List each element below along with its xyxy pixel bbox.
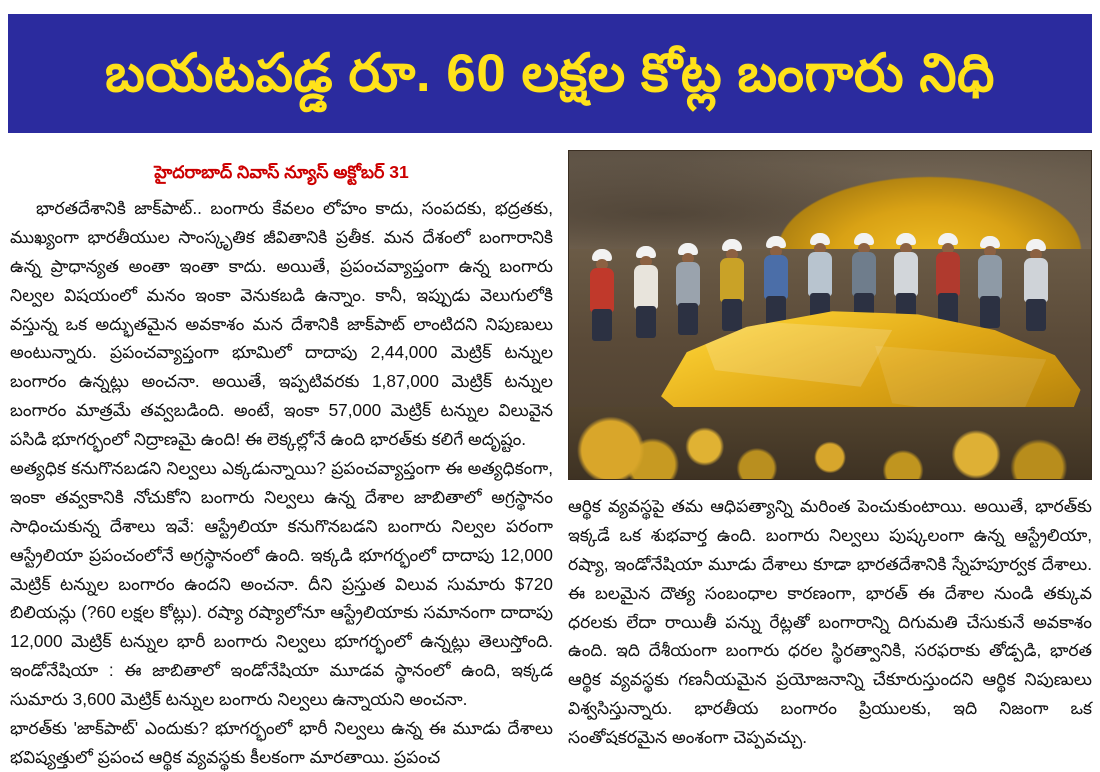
headline: బయటపడ్డ రూ. 60 లక్షల కోట్ల బంగారు నిధి bbox=[105, 43, 995, 103]
worker-torso bbox=[676, 262, 700, 306]
worker-legs bbox=[1026, 299, 1046, 331]
worker-torso bbox=[808, 252, 832, 296]
paragraph-text: భారత్‌కు 'జాక్‌పాట్' ఎందుకు? భూగర్భంలో భారీ నిల్వలు ఉన్న ఈ మూడు దేశాలు భవిష్యత్తులో ప్రపంచ ఆర్థిక వ్యవస్థకు కీలకంగా మారతాయి. ప్రపంచ bbox=[10, 718, 553, 767]
worker-legs bbox=[722, 299, 742, 331]
paragraph-text: భారతదేశానికి జాక్‌పాట్.. బంగారు కేవలం లోహం కాదు, సంపదకు, భద్రతకు, ముఖ్యంగా భారతీయుల సాంస్కృతిక జీవితానికి ప్రతీక. మన దేశంలో బంగారానికి ఉన్న ప్రాధాన్యత అంతా ఇంతా కాదు. అయితే, ప్రపంచవ్యాప్తంగా ఉన్న బంగారు నిల్వల విషయంలో మనం ఇంకా వెనుకబడి ఉన్నాం. కానీ, ఇప్పుడు వెలుగులోకి వస్తున్న ఒక అద్భుతమైన అవకాశం మన దేశానికి జాక్‌పాట్ లాంటిదని నిపుణులు అంటున్నారు. ప్రపంచవ్యాప్తంగా భూమిలో దాదాపు 2,44,000 మెట్రిక్ టన్నుల బంగారం ఉన్నట్లు అంచనా. అయితే, ఇప్పటివరకు 1,87,000 మెట్రిక్ టన్నుల బంగారం మాత్రమే తవ్వబడింది. అంటే, ఇంకా 57,000 మెట్రిక్ టన్నుల విలువైన పసిడి భూగర్భంలో నిద్రాణమై ఉంది! ఈ లెక్కల్లోనే ఉంది భారత్‌కు కలిగే అదృష్టం. bbox=[10, 198, 553, 450]
worker-torso bbox=[978, 255, 1002, 299]
worker-torso bbox=[894, 252, 918, 296]
worker-legs bbox=[980, 296, 1000, 328]
worker-torso bbox=[852, 252, 876, 296]
left-column bbox=[10, 150, 553, 772]
worker-legs bbox=[678, 303, 698, 335]
worker-figure bbox=[891, 233, 921, 325]
worker-torso bbox=[720, 258, 744, 302]
worker-figure bbox=[717, 239, 747, 331]
worker-figure bbox=[849, 233, 879, 325]
paragraph-text: ఆర్థిక వ్యవస్థపై తమ ఆధిపత్యాన్ని మరింత పెంచుకుంటాయి. అయితే, భారత్‌కు ఇక్కడే ఒక శుభవార్త ఉంది. బంగారు నిల్వలు పుష్కలంగా ఉన్న ఆస్ట్రేలియా, రష్యా, ఇండోనేషియా మూడు దేశాలు కూడా భారతదేశానికి స్నేహపూర్వక దేశాలు. ఈ బలమైన దౌత్య సంబంధాల కారణంగా, భారత్ ఈ దేశాల నుండి తక్కువ ధరలకు లేదా రాయితీ పన్ను రేట్లతో బంగారాన్ని దిగుమతి చేసుకునే అవకాశం ఉంది. ఇది దేశీయంగా బంగారు ధరల స్థిరత్వానికి, సరఫరాకు తోడ్పడి, భారత ఆర్థిక వ్యవస్థకు గణనీయమైన ప్రయోజనాన్ని చేకూరుస్తుందని ఆర్థిక నిపుణులు విశ్వసిస్తున్నారు. భారతీయ బంగారం ప్రియులకు, ఇది నిజంగా ఒక సంతోషకరమైన అంశంగా చెప్పవచ్చు. bbox=[568, 496, 1092, 748]
paragraph bbox=[10, 454, 553, 714]
right-column bbox=[568, 150, 1092, 752]
worker-torso bbox=[634, 265, 658, 309]
worker-torso bbox=[1024, 258, 1048, 302]
worker-torso bbox=[590, 268, 614, 312]
worker-figure bbox=[631, 246, 661, 338]
paragraph bbox=[10, 714, 553, 772]
paragraph bbox=[10, 194, 553, 454]
worker-figure bbox=[933, 233, 963, 325]
worker-torso bbox=[764, 255, 788, 299]
masthead-banner bbox=[8, 14, 1092, 133]
article-photo bbox=[568, 150, 1092, 480]
worker-figure bbox=[975, 236, 1005, 328]
worker-legs bbox=[636, 306, 656, 338]
gold-rubble bbox=[569, 407, 1091, 479]
worker-figure bbox=[587, 249, 617, 341]
worker-legs bbox=[592, 309, 612, 341]
dateline: హైదరాబాద్ నివాస్ న్యూస్ అక్టోబర్ 31 bbox=[154, 162, 409, 182]
worker-figure bbox=[761, 236, 791, 328]
article-body bbox=[8, 150, 1092, 767]
worker-torso bbox=[936, 252, 960, 296]
worker-figure bbox=[805, 233, 835, 325]
worker-figure bbox=[673, 243, 703, 335]
paragraph bbox=[568, 492, 1092, 752]
paragraph-text: అత్యధిక కనుగొనబడని నిల్వలు ఎక్కడున్నాయి? ప్రపంచవ్యాప్తంగా ఈ అత్యధికంగా, ఇంకా తవ్వకానికి నోచుకోని బంగారు నిల్వలు ఉన్న దేశాల జాబితాలో అగ్రస్థానం సాధించుకున్న దేశాలు ఇవే: ఆస్ట్రేలియా కనుగొనబడని బంగారు నిల్వల పరంగా ఆస్ట్రేలియా ప్రపంచంలోనే అగ్రస్థానంలో ఉంది. ఇక్కడి భూగర్భంలో దాదాపు 12,000 మెట్రిక్ టన్నుల బంగారం ఉందని అంచనా. దీని ప్రస్తుత విలువ సుమారు $720 బిలియన్లు (?60 లక్షల కోట్లు). రష్యా రష్యాలోనూ ఆస్ట్రేలియాకు సమానంగా దాదాపు 12,000 మెట్రిక్ టన్నుల భారీ బంగారు నిల్వలు భూగర్భంలో ఉన్నట్లు తెలుస్తోంది. ఇండోనేషియా : ఈ జాబితాలో ఇండోనేషియా మూడవ స్థానంలో ఉంది, ఇక్కడ సుమారు 3,600 మెట్రిక్ టన్నుల బంగారు నిల్వలు ఉన్నాయని అంచనా. bbox=[10, 458, 553, 710]
worker-figure bbox=[1021, 239, 1051, 331]
